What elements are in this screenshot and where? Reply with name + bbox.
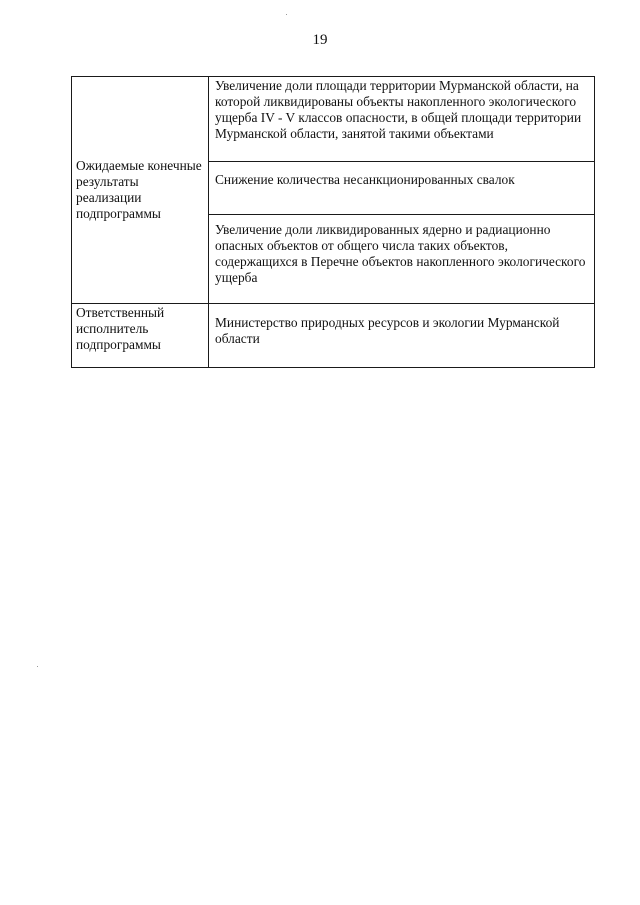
responsible-executor-value: Министерство природных ресурсов и экологии Мурманской области	[209, 304, 595, 368]
scan-speck	[286, 14, 287, 15]
table-row	[72, 77, 595, 162]
subprogram-passport-table	[71, 76, 595, 368]
responsible-executor-label: Ответственный исполнитель подпрограммы	[72, 304, 209, 368]
page-number: 19	[312, 32, 328, 48]
expected-results-label: Ожидаемые конечные результаты реализации подпрограммы	[72, 77, 209, 304]
expected-result-1: Увеличение доли площади территории Мурманской области, на которой ликвидированы объекты накопленного экологического ущерба IV - V классов опасности, в общей площади территории Мурманской области, занятой такими объектами	[209, 77, 595, 162]
table-row	[72, 304, 595, 368]
expected-result-3: Увеличение доли ликвидированных ядерно и радиационно опасных объектов от общего числа таких объектов, содержащихся в Перечне объектов накопленного экологического ущерба	[209, 215, 595, 304]
scan-speck	[37, 666, 38, 667]
expected-result-2: Снижение количества несанкционированных свалок	[209, 162, 595, 215]
